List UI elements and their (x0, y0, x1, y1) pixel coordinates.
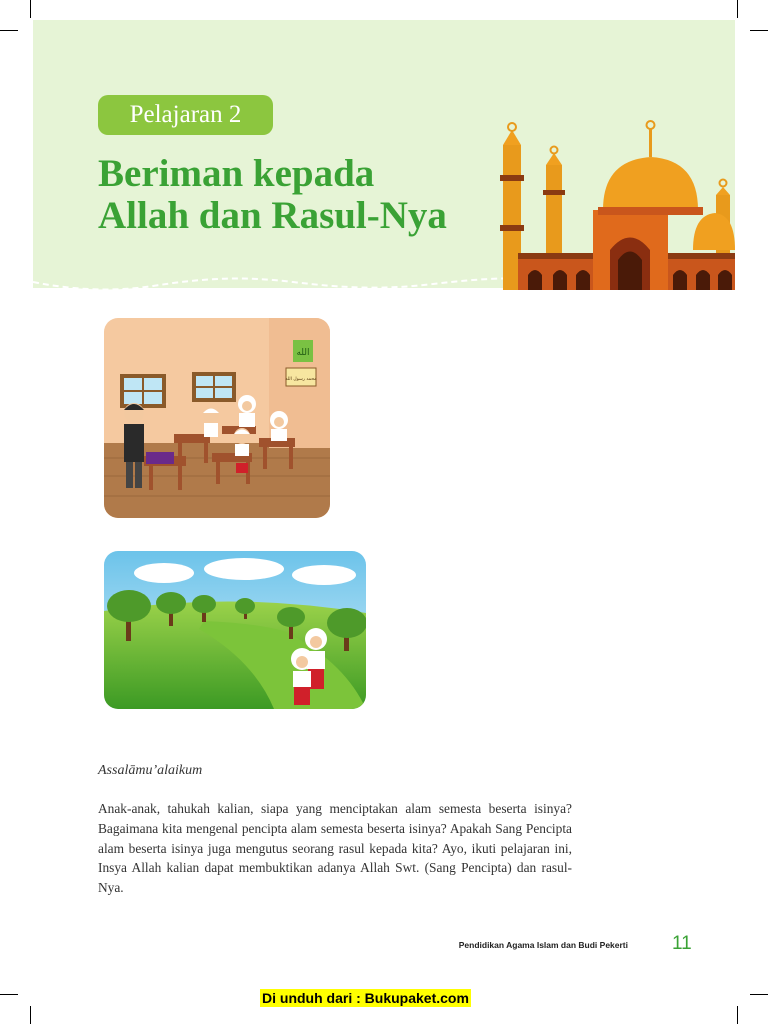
calligraphy-sign-text: الله (296, 348, 310, 358)
greeting-text: Assalāmu’alaikum (98, 763, 203, 778)
lesson-badge: Pelajaran 2 (98, 95, 273, 135)
crop-mark (0, 994, 18, 995)
crop-mark (750, 30, 768, 31)
lesson-title (98, 153, 518, 237)
title-line-1: Beriman kepada (98, 152, 375, 195)
crop-mark (30, 0, 31, 18)
intro-paragraph: Anak-anak, tahukah kalian, siapa yang menciptakan alam semesta beserta isinya? Bagaimana kita mengenal pencipta alam semesta beserta isinya? Apakah Sang Pencipta alam beserta isinya juga mengutus seorang rasul kepada kita? Ayo, ikuti pelajaran ini, Insya Allah kalian dapat membuktikan adanya Allah Swt. (Sang Pencipta) dan rasul-Nya. (98, 801, 572, 896)
crop-mark (0, 30, 18, 31)
classroom-window (120, 374, 166, 408)
crop-mark (750, 994, 768, 995)
classroom-window (192, 372, 236, 402)
crop-mark (30, 1006, 31, 1024)
page-number: 11 (672, 933, 692, 954)
title-line-2: Allah dan Rasul-Nya (98, 194, 447, 237)
crop-mark (737, 1006, 738, 1024)
student-figure (234, 428, 250, 473)
student-figure (270, 411, 288, 441)
classroom-illustration (104, 318, 330, 518)
mosque-illustration (498, 115, 735, 290)
download-source-note: Di unduh dari : Bukupaket.com (262, 990, 469, 1006)
landscape-illustration (104, 551, 366, 709)
main-dome (598, 121, 703, 215)
footer-book-title: Pendidikan Agama Islam dan Budi Pekerti (458, 940, 628, 950)
crop-mark (737, 0, 738, 18)
student-figure (291, 648, 313, 705)
calligraphy-sign-text: محمد رسول الله (285, 377, 317, 382)
